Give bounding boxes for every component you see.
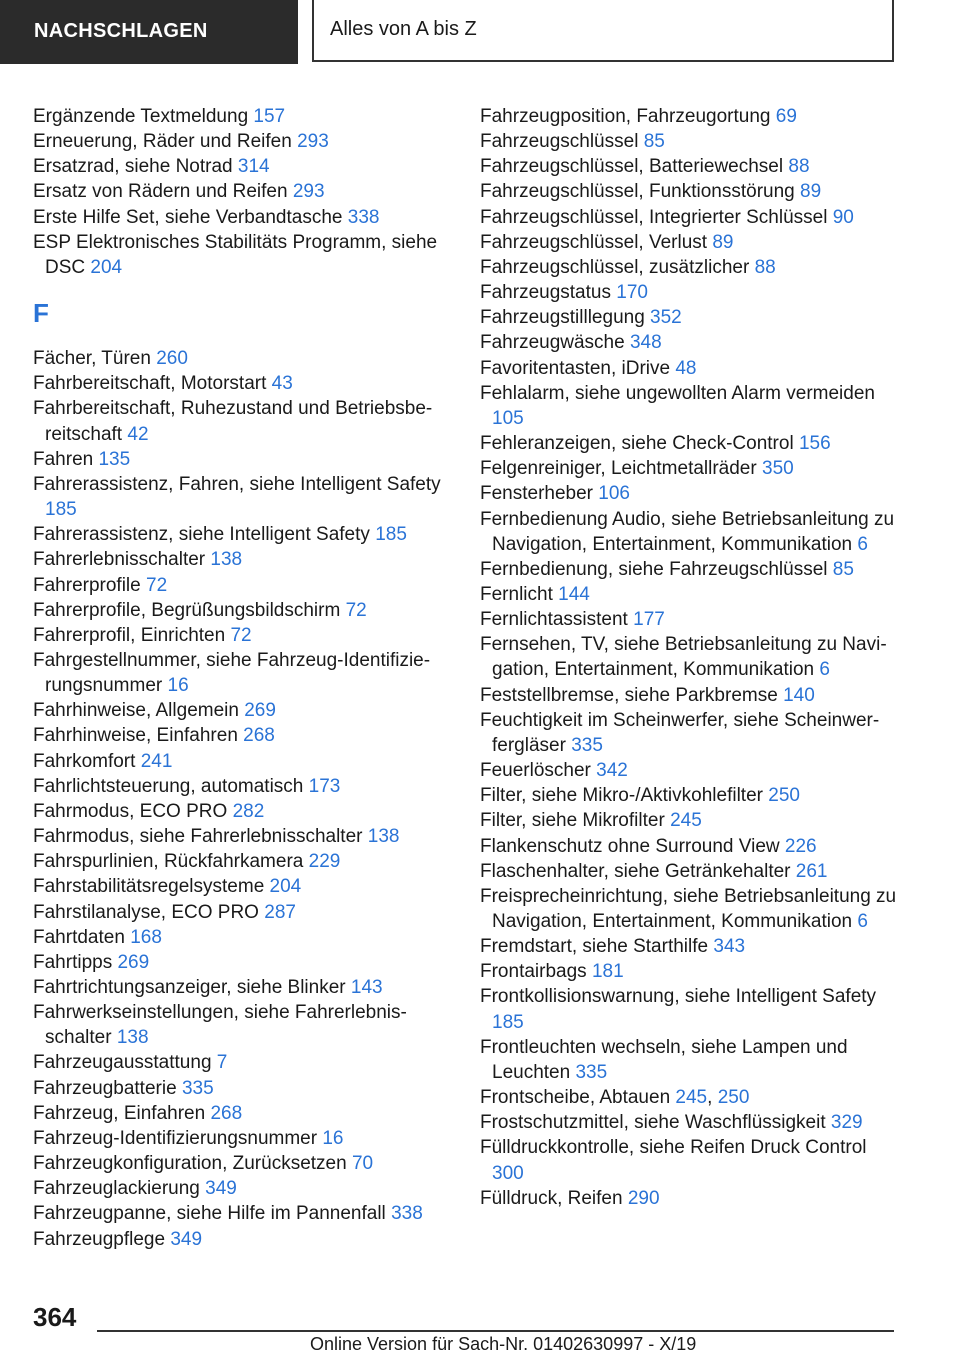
index-entry: Frontscheibe, Abtauen 245, 250	[480, 1087, 750, 1109]
index-entry-term: Fahrzeugwäsche	[480, 332, 625, 354]
page-reference-link[interactable]: 6	[857, 911, 868, 932]
index-entry-term: Filter, siehe Mikro-/Aktivkohlefilter	[480, 785, 763, 807]
index-entry	[480, 179, 900, 204]
index-entry	[33, 396, 453, 446]
index-entry-term: Fahrzeugschlüssel, Integrierter Schlüssel	[480, 206, 828, 228]
index-entry	[33, 447, 453, 472]
page-reference-link[interactable]: 6	[857, 533, 868, 555]
index-entry-term: Erste Hilfe Set, siehe Verbandtasche	[33, 206, 343, 228]
index-entry	[33, 648, 453, 698]
index-entry	[33, 1000, 453, 1050]
index-entry	[33, 1050, 453, 1075]
index-entry-term: Fahrspurlinien, Rückfahrkamera	[33, 851, 304, 873]
page-reference-link[interactable]: 170	[616, 282, 648, 304]
index-column-left	[33, 104, 453, 1252]
index-entry-term: Ersatzrad, siehe Notrad	[33, 156, 233, 178]
index-entry	[33, 1176, 453, 1201]
page-reference-link[interactable]: 72	[230, 624, 252, 646]
index-entry-term: Fahrzeugstatus	[480, 282, 611, 304]
index-entry	[33, 975, 453, 1000]
index-entry-term: Fahrerassistenz, Fahren, siehe Intelligent Safety	[33, 473, 441, 495]
index-entry	[480, 959, 900, 984]
page-reference-link[interactable]: 335	[181, 1077, 214, 1099]
page-reference-link[interactable]: 338	[391, 1203, 423, 1225]
index-entry	[480, 280, 900, 305]
page-reference-link[interactable]: 350	[762, 458, 794, 480]
index-entry	[480, 1186, 900, 1211]
index-entry-term: Fahrerprofil, Einrichten	[33, 624, 226, 646]
index-entry-term: Fahrzeugpanne, siehe Hilfe im Pannenfall	[33, 1203, 386, 1225]
index-entry-term: Fahrtrichtungsanzeiger, siehe Blinker	[33, 977, 346, 998]
index-entry-term: Fächer, Türen	[33, 348, 151, 370]
page-reference-link[interactable]: 85	[832, 558, 854, 580]
page-reference-link[interactable]: 349	[205, 1178, 237, 1200]
index-entry	[33, 346, 453, 371]
index-entry	[33, 230, 453, 280]
index-entry	[480, 984, 900, 1034]
index-entry	[480, 1135, 900, 1185]
index-entry	[480, 607, 900, 632]
index-entry-term: Fahrzeug, Einfahren	[33, 1102, 206, 1124]
page-reference-link[interactable]: 261	[795, 860, 828, 882]
index-entry-term: Fahrzeugposition, Fahrzeugortung	[480, 106, 771, 127]
page-reference-link[interactable]: 157	[253, 106, 286, 127]
index-entry	[33, 749, 453, 774]
index-entry	[33, 799, 453, 824]
index-entry	[480, 1110, 900, 1135]
page-reference-link[interactable]: 138	[367, 826, 400, 848]
page-reference-link[interactable]: 138	[210, 549, 243, 571]
page-reference-link[interactable]: 250	[768, 785, 800, 807]
section-tab	[0, 0, 298, 64]
index-entry-term: Fahrzeugschlüssel	[480, 131, 639, 153]
page-reference-link[interactable]: 352	[650, 307, 682, 329]
page-reference-link[interactable]: 143	[350, 977, 383, 998]
page-reference-link[interactable]: 348	[629, 332, 662, 354]
index-entry-term: Fernlicht	[480, 583, 553, 605]
page-reference-link[interactable]: 42	[127, 423, 149, 445]
index-entry	[33, 371, 453, 396]
index-entry-term: Fahrzeugpflege	[33, 1228, 166, 1250]
index-entry	[480, 305, 900, 330]
page-reference-link[interactable]: 106	[598, 483, 630, 505]
page-reference-link[interactable]: 226	[784, 835, 817, 857]
index-entry-term: Fremdstart, siehe Starthilfe	[480, 936, 709, 958]
index-entry	[480, 808, 900, 833]
index-entry	[480, 255, 900, 280]
chapter-label: Alles von A bis Z	[330, 18, 477, 40]
page-reference-link[interactable]: 168	[130, 926, 162, 948]
index-entry-term: Fahrstabilitätsregelsysteme	[33, 876, 265, 898]
index-entry-term: Feststellbremse, siehe Parkbremse	[480, 684, 778, 706]
index-entry	[480, 632, 900, 682]
index-entry	[33, 925, 453, 950]
index-entry	[480, 154, 900, 179]
index-entry	[33, 179, 453, 204]
online-version-note: Online Version für Sach-Nr. 01402630997 - X/19	[310, 1334, 697, 1354]
page-reference-link[interactable]: 43	[271, 373, 293, 395]
page-reference-link[interactable]: 342	[596, 760, 628, 782]
page-reference-link[interactable]: 204	[90, 256, 123, 278]
page-reference-link[interactable]: 329	[830, 1112, 863, 1134]
index-entry	[480, 481, 900, 506]
page-reference-link[interactable]: 300	[492, 1162, 524, 1184]
page-reference-link[interactable]: 105	[492, 407, 524, 429]
index-entry	[480, 507, 900, 557]
page-reference-link[interactable]: 89	[712, 231, 734, 253]
page-reference-link[interactable]: 144	[558, 583, 590, 605]
page-reference-link[interactable]: 338	[347, 206, 380, 228]
index-entry	[480, 205, 900, 230]
page-reference-link[interactable]: 293	[292, 181, 325, 203]
index-entry-term: Fernlichtassistent	[480, 609, 628, 631]
index-entry-term: Fahrstilanalyse, ECO PRO	[33, 901, 259, 923]
index-entry-term: Fehleranzeigen, siehe Check-Control	[480, 433, 794, 455]
page-reference-link[interactable]: 335	[571, 734, 603, 756]
index-entry	[480, 456, 900, 481]
index-entry-term: Fahrmodus, ECO PRO	[33, 800, 228, 822]
index-entry	[480, 884, 900, 934]
page-reference-link[interactable]: 343	[713, 936, 746, 958]
index-entry	[480, 834, 900, 859]
page-reference-link[interactable]: 72	[345, 599, 367, 621]
page-reference-link[interactable]: 290	[627, 1187, 660, 1209]
index-entry-term: Frontairbags	[480, 961, 587, 983]
index-entry-term: Fahrbereitschaft, Ruhezustand und Betriebsbereitschaft	[33, 398, 433, 445]
index-entry	[480, 381, 900, 431]
index-entry	[480, 708, 900, 758]
index-entry	[33, 1126, 453, 1151]
index-entry	[33, 522, 453, 547]
page-reference-link[interactable]: 6	[819, 659, 830, 681]
index-entry-term: Fahren	[33, 448, 94, 470]
index-entry	[480, 330, 900, 355]
page-reference-link[interactable]: 293	[297, 131, 329, 153]
page-reference-link[interactable]: 156	[798, 433, 831, 455]
index-entry	[33, 874, 453, 899]
index-entry-term: Fahrerprofile, Begrüßungsbildschirm	[33, 599, 341, 621]
index-entry	[480, 783, 900, 808]
page-reference-link[interactable]: 204	[269, 876, 302, 898]
index-entry	[33, 1101, 453, 1126]
index-entry-term: Fahrgestellnummer, siehe Fahrzeug-Identifizierungsnummer	[33, 649, 431, 697]
index-entry	[33, 1201, 453, 1226]
page-reference-link[interactable]: 177	[633, 609, 665, 631]
index-entry-term: Frontleuchten wechseln, siehe Lampen und Leuchten	[480, 1036, 848, 1083]
index-entry-term: Flaschenhalter, siehe Getränkehalter	[480, 860, 791, 882]
index-entry-term: Fahrzeuglackierung	[33, 1178, 200, 1200]
page-reference-link[interactable]: 335	[575, 1061, 608, 1083]
page-reference-link[interactable]: 314	[237, 156, 270, 178]
index-entry-term: Fensterheber	[480, 483, 594, 505]
page-reference-link[interactable]: 85	[643, 131, 665, 153]
section-label: NACHSCHLAGEN	[34, 20, 208, 42]
footer-divider	[97, 1330, 894, 1332]
index-entry	[33, 1227, 453, 1252]
index-entry-term: Fahrzeugkonfiguration, Zurücksetzen	[33, 1153, 347, 1175]
page-reference-link[interactable]: 48	[675, 357, 697, 379]
page-reference-link[interactable]: 181	[591, 961, 624, 983]
page-reference-link[interactable]: 88	[754, 256, 776, 278]
index-entry	[480, 758, 900, 783]
index-entry	[480, 1035, 900, 1085]
page-reference-link[interactable]: 185	[45, 499, 77, 521]
index-entry	[480, 582, 900, 607]
index-entry	[33, 824, 453, 849]
page-reference-link[interactable]: 90	[832, 206, 854, 228]
index-entry	[480, 230, 900, 255]
index-column-right	[480, 104, 900, 1211]
chapter-tab	[312, 0, 894, 62]
index-entry-term: Fahrtipps	[33, 951, 113, 973]
index-entry-term: Fahrbereitschaft, Motorstart	[33, 373, 267, 395]
index-entry	[33, 472, 453, 522]
index-entry-term: Fahrzeugschlüssel, Funktionsstörung	[480, 181, 795, 203]
page-reference-link[interactable]: 185	[492, 1011, 524, 1033]
index-entry	[33, 547, 453, 572]
index-entry	[33, 723, 453, 748]
page-reference-link[interactable]: 229	[308, 851, 341, 873]
page-reference-link[interactable]: 269	[244, 700, 276, 722]
page-reference-link[interactable]: 72	[146, 574, 168, 596]
page-number: 364	[33, 1302, 77, 1332]
index-entry	[480, 129, 900, 154]
index-entry-term: Fahrzeugstilllegung	[480, 307, 645, 329]
index-entry-term: Fahrzeugschlüssel, Verlust	[480, 231, 708, 253]
index-entry-term: Fahrzeugschlüssel, zusätzlicher	[480, 256, 750, 278]
index-entry	[33, 900, 453, 925]
index-entry	[480, 104, 900, 129]
index-entry-term: Fahrerprofile	[33, 574, 141, 596]
index-entry-term: Flankenschutz ohne Surround View	[480, 835, 780, 857]
index-entry-term: Fahrhinweise, Allgemein	[33, 700, 239, 722]
index-entry	[480, 557, 900, 582]
page-reference-link[interactable]: 140	[783, 684, 815, 706]
index-entry-term: Fahrmodus, siehe Fahrerlebnisschalter	[33, 826, 363, 848]
index-entry-term: Fülldruckkontrolle, siehe Reifen Druck Control	[480, 1137, 867, 1159]
page-reference-link[interactable]: 268	[243, 725, 275, 747]
page-reference-link[interactable]: 349	[170, 1228, 203, 1250]
index-entry-term: Fahrtdaten	[33, 926, 125, 948]
page-reference-link[interactable]: 287	[264, 901, 296, 923]
page-reference-link[interactable]: 16	[322, 1127, 344, 1149]
index-entry-term: Erneuerung, Räder und Reifen	[33, 131, 292, 153]
index-entry	[33, 205, 453, 230]
page-reference-link[interactable]: 138	[116, 1027, 149, 1049]
page-reference-link[interactable]: 173	[308, 775, 341, 797]
index-entry	[33, 154, 453, 179]
index-entry	[33, 129, 453, 154]
index-entry	[480, 683, 900, 708]
page-reference-link[interactable]: 245	[675, 1087, 708, 1109]
index-entry	[33, 623, 453, 648]
index-entry-term: Felgenreiniger, Leichtmetallräder	[480, 458, 757, 480]
index-entry-term: Frostschutzmittel, siehe Waschflüssigkeit	[480, 1112, 826, 1134]
index-entry-term: Ersatz von Rädern und Reifen	[33, 181, 288, 203]
index-entry-term: Feuerlöscher	[480, 760, 591, 782]
index-entry-term: Fahrzeugbatterie	[33, 1077, 177, 1099]
index-entry-term: Fahrzeugschlüssel, Batteriewechsel	[480, 156, 784, 178]
index-entry	[33, 598, 453, 623]
index-entry	[33, 1151, 453, 1176]
page-reference-link[interactable]: 16	[167, 675, 189, 697]
page-reference-link[interactable]: 260	[156, 348, 188, 370]
index-entry-term: Fahrlichtsteuerung, automatisch	[33, 775, 304, 797]
index-entry	[33, 104, 453, 129]
index-entry-term: Freisprecheinrichtung, siehe Betriebsanleitung zu Navigation, Entertainment, Kommunikation	[480, 885, 897, 932]
index-entry-term: Fehlalarm, siehe ungewollten Alarm vermeiden	[480, 382, 875, 404]
index-entry-term: Fahrhinweise, Einfahren	[33, 725, 238, 747]
page-reference-link[interactable]: 89	[800, 181, 822, 203]
index-entry-term: Favoritentasten, iDrive	[480, 357, 671, 379]
index-entry	[33, 950, 453, 975]
index-entry-term: Fahrzeug-Identifizierungsnummer	[33, 1127, 318, 1149]
page-reference-link[interactable]: 241	[140, 750, 173, 772]
page-reference-link[interactable]: 268	[210, 1102, 243, 1124]
index-entry-term: Fernbedienung Audio, siehe Betriebsanleitung zu Navigation, Entertainment, Kommunikation	[480, 508, 895, 555]
page-reference-link[interactable]: 245	[670, 810, 702, 832]
index-entry-term: Fülldruck, Reifen	[480, 1187, 623, 1209]
index-letter-heading: F	[33, 298, 49, 329]
index-entry	[33, 698, 453, 723]
index-entry	[33, 1076, 453, 1101]
index-entry-term: Frontscheibe, Abtauen	[480, 1087, 671, 1109]
index-entry	[33, 849, 453, 874]
index-entry-term: Fahrerlebnisschalter	[33, 549, 206, 571]
index-entry	[480, 356, 900, 381]
index-entry-term: Fahrzeugausstattung	[33, 1052, 212, 1074]
page-reference-link[interactable]: 269	[117, 951, 150, 973]
index-entry-term: Fernbedienung, siehe Fahrzeugschlüssel	[480, 558, 828, 580]
index-entry-term: Feuchtigkeit im Scheinwerfer, siehe Scheinwerfergläser	[480, 709, 880, 756]
index-entry	[480, 934, 900, 959]
index-entry-term: Fahrkomfort	[33, 750, 136, 772]
page-reference-link[interactable]: 88	[788, 156, 810, 178]
index-entry	[33, 774, 453, 799]
index-entry	[33, 573, 453, 598]
index-entry-term: Ergänzende Textmeldung	[33, 106, 249, 127]
index-entry	[480, 859, 900, 884]
page-reference-link[interactable]: 250	[717, 1087, 750, 1109]
page-reference-link[interactable]: 70	[351, 1153, 374, 1175]
index-entry-term: Fahrerassistenz, siehe Intelligent Safety	[33, 524, 370, 546]
page-reference-link[interactable]: 282	[232, 800, 265, 822]
index-entry	[480, 431, 900, 456]
index-entry-term: ESP Elektronisches Stabilitäts Programm, siehe DSC	[33, 231, 438, 278]
page-reference-link[interactable]: 185	[375, 524, 407, 546]
page-header	[0, 0, 960, 64]
index-entry-term: Frontkollisionswarnung, siehe Intelligent Safety	[480, 986, 877, 1008]
index-entry-term: Filter, siehe Mikrofilter	[480, 810, 665, 832]
page-reference-link[interactable]: 69	[775, 106, 797, 127]
page-reference-link[interactable]: 7	[216, 1052, 228, 1074]
index-entry-term: Fahrwerkseinstellungen, siehe Fahrerlebnisschalter	[33, 1002, 407, 1049]
index-entry-term: Fernsehen, TV, siehe Betriebsanleitung zu Navigation, Entertainment, Kommunikation	[480, 634, 887, 681]
page-reference-link[interactable]: 135	[98, 448, 131, 470]
